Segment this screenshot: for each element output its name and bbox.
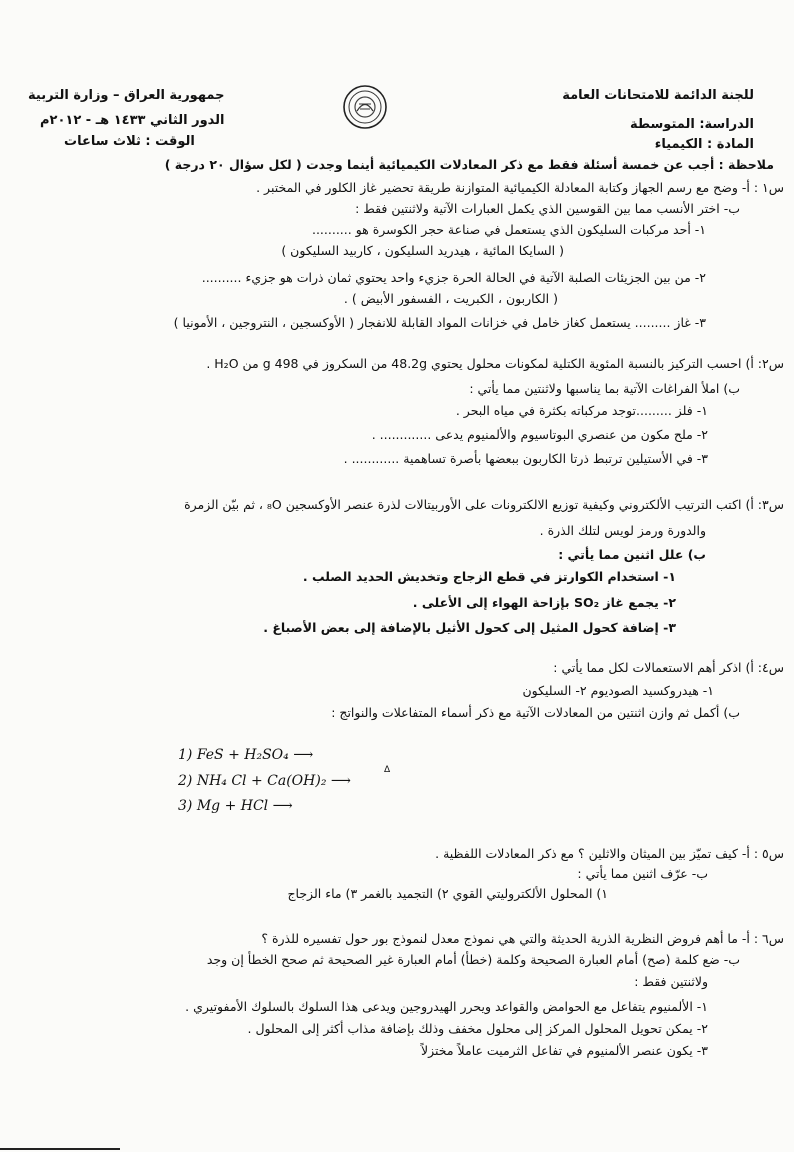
header-level: الدراسة: المتوسطة xyxy=(629,117,754,132)
q2-item-3: ٣- في الأستيلين ترتبط ذرتا الكاربون ببعضها بأصرة تساهمية ............ . xyxy=(343,451,708,466)
q6-part-a: س٦ : أ- ما أهم فروض النظرية الذرية الحديثة والتي هي نموذج معدل لنموذج بور حول تفسيره للذرة ؟ xyxy=(261,931,784,946)
q1-part-a: س١ : أ- وضح مع رسم الجهاز وكتابة المعادلة الكيميائية المتوازنة طريقة تحضير غاز الكلور في المختبر . xyxy=(256,180,784,195)
equation-2: 2) NH₄ Cl + Ca(OH)₂ ⟶ xyxy=(178,773,351,789)
q5-items: ١) المحلول الألكتروليتي القوي ٢) التجميد بالغمر ٣) ماء الزجاج xyxy=(287,886,608,901)
bottom-edge-line xyxy=(0,1148,120,1150)
header-session: الدور الثاني ١٤٣٣ هـ - ٢٠١٢م xyxy=(40,113,225,128)
q2-part-a: س٢: أ) احسب التركيز بالنسبة المئوية الكتلية لمكونات محلول يحتوي 48.2g من السكروز في 498 g من H₂O . xyxy=(206,356,784,371)
q3-part-a-line-2: والدورة ورمز لويس لتلك الذرة . xyxy=(539,523,706,538)
equation-1: 1) FeS + H₂SO₄ ⟶ xyxy=(178,747,314,763)
q6-item-2: ٢- يمكن تحويل المحلول المركز إلى محلول مخفف وذلك بإضافة مذاب أكثر إلى المحلول . xyxy=(247,1021,708,1036)
q2-item-2: ٢- ملح مكون من عنصري البوتاسيوم والألمنيوم يدعى ............. . xyxy=(371,427,708,442)
header-committee: للجنة الدائمة للامتحانات العامة xyxy=(562,88,754,103)
q1-item-2-options: ( الكاربون ، الكبريت ، الفسفور الأبيض ) . xyxy=(343,291,558,306)
q5-part-b: ب- عرّف اثنين مما يأتي : xyxy=(577,866,708,881)
q1-item-1-options: ( السايكا المائية ، هيدريد السليكون ، كاربيد السليكون ) xyxy=(281,243,564,258)
q2-item-1: ١- فلز .........توجد مركباته بكثرة في مياه البحر . xyxy=(455,403,708,418)
q3-part-b: ب) علل اثنين مما يأتي : xyxy=(558,547,706,562)
exam-instructions: ملاحظة : أجب عن خمسة أسئلة فقط مع ذكر المعادلات الكيميائية أينما وجدت ( لكل سؤال ٢٠ درجة ) xyxy=(164,157,774,172)
q3-item-2: ٢- يجمع غاز SO₂ بإزاحة الهواء إلى الأعلى . xyxy=(412,595,676,610)
q1-item-2: ٢- من بين الجزيئات الصلبة الآتية في الحالة الحرة جزيء واحد يحتوي ثمان ذرات هو جزيء .......... xyxy=(201,270,706,285)
q6-part-b-line-1: ب- ضع كلمة (صح) أمام العبارة الصحيحة وكلمة (خطأ) أمام العبارة غير الصحيحة ثم صحح الخطأ إن وجد xyxy=(206,952,740,967)
q1-item-1: ١- أحد مركبات السليكون الذي يستعمل في صناعة حجر الكوسرة هو .......... xyxy=(311,222,706,237)
q4-part-a: س٤: أ) اذكر أهم الاستعمالات لكل مما يأتي : xyxy=(553,660,784,675)
q6-item-3: ٣- يكون عنصر الألمنيوم في تفاعل الثرميت عاملاً مختزلاً xyxy=(421,1043,708,1058)
q4-part-a-items: ١- هيدروكسيد الصوديوم ٢- السليكون xyxy=(522,683,714,698)
q3-item-3: ٣- إضافة كحول المثيل إلى كحول الأثيل بالإضافة إلى بعض الأصباغ . xyxy=(263,620,676,635)
header-subject: المادة : الكيمياء xyxy=(654,137,754,152)
header-country: جمهورية العراق – وزارة التربية xyxy=(28,88,225,103)
heat-symbol: Δ xyxy=(384,765,391,775)
q6-item-1: ١- الألمنيوم يتفاعل مع الحوامض والقواعد ويحرر الهيدروجين ويدعى هذا السلوك بالسلوك الأمفوتيري . xyxy=(185,999,708,1014)
q1-item-3: ٣- غاز ......... يستعمل كغاز خامل في خزانات المواد القابلة للانفجار ( الأوكسجين ، النتروجين ، الأمونيا ) xyxy=(173,315,706,330)
q5-part-a: س٥ : أ- كيف تميّز بين الميثان والاثلين ؟ مع ذكر المعادلات اللفظية . xyxy=(435,846,784,861)
q3-part-a-line-1: س٣: أ) اكتب الترتيب الألكتروني وكيفية توزيع الالكترونات على الأوربيتالات لذرة عنصر الأوكسجين ₈O ، ثم بيّن الزمرة xyxy=(184,497,784,512)
ministry-seal-icon xyxy=(342,84,388,130)
header-time: الوقت : ثلاث ساعات xyxy=(64,134,195,149)
equation-3: 3) Mg + HCl ⟶ xyxy=(178,798,293,814)
q4-part-b: ب) أكمل ثم وازن اثنتين من المعادلات الآتية مع ذكر أسماء المتفاعلات والنواتج : xyxy=(331,705,740,720)
q2-part-b: ب) املأ الفراغات الآتية بما يناسبها ولاثنتين مما يأتي : xyxy=(469,381,740,396)
q3-item-1: ١- استخدام الكوارتز في قطع الزجاج وتخديش الحديد الصلب . xyxy=(302,569,676,584)
q6-part-b-line-2: ولاثنتين فقط : xyxy=(634,974,708,989)
q1-part-b: ب- اختر الأنسب مما بين القوسين الذي يكمل العبارات الآتية ولاثنتين فقط : xyxy=(355,201,740,216)
